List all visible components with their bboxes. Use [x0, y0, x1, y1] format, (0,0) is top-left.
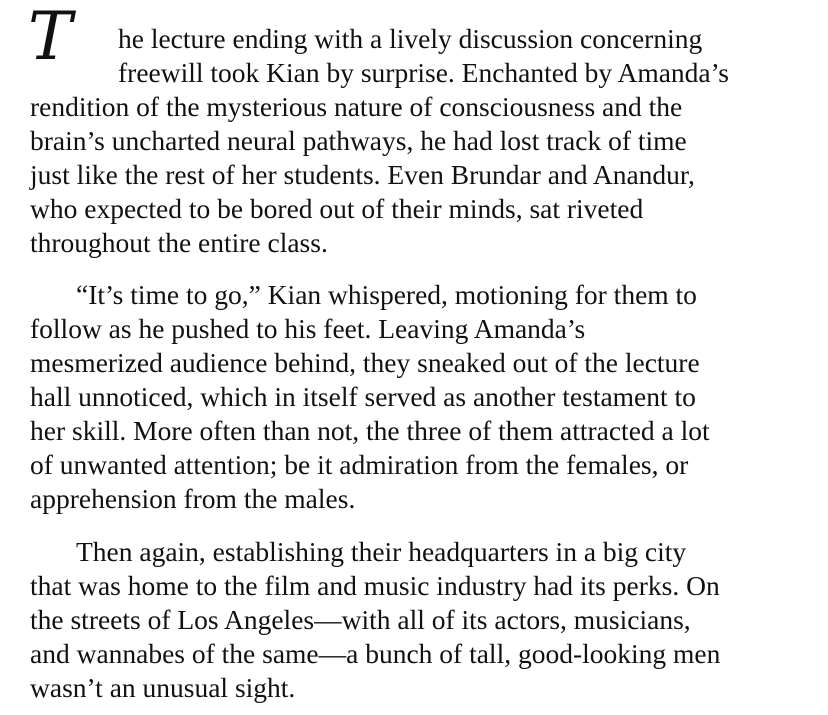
text-line: of unwanted attention; be it admiration from the females, or [30, 449, 689, 480]
text-line: rendition of the mysterious nature of consciousness and the [30, 91, 683, 122]
text-line: brain’s uncharted neural pathways, he had lost track of time [30, 125, 687, 156]
text-line: the streets of Los Angeles—with all of its actors, musicians, [30, 604, 691, 635]
text-line: who expected to be bored out of their minds, sat riveted [30, 193, 644, 224]
text-line: “It’s time to go,” Kian whispered, motioning for them to [76, 279, 697, 310]
text-line: and wannabes of the same—a bunch of tall, good-looking men [30, 638, 721, 669]
text-line: wasn’t an unusual sight. [30, 672, 296, 703]
text-line: apprehension from the males. [30, 483, 356, 514]
text-line: freewill took Kian by surprise. Enchanted by Amanda’s [118, 57, 729, 88]
text-line: hall unnoticed, which in itself served as another testament to [30, 381, 696, 412]
text-line: Then again, establishing their headquarters in a big city [76, 536, 687, 567]
text-line: that was home to the film and music industry had its perks. On [30, 570, 720, 601]
text-line: her skill. More often than not, the three of them attracted a lot [30, 415, 710, 446]
text-line: throughout the entire class. [30, 227, 328, 258]
drop-cap-letter: T [28, 0, 73, 75]
text-line: he lecture ending with a lively discussion concerning [118, 23, 703, 54]
text-line: mesmerized audience behind, they sneaked out of the lecture [30, 347, 700, 378]
text-line: just like the rest of her students. Even Brundar and Anandur, [30, 159, 695, 190]
text-line: follow as he pushed to his feet. Leaving Amanda’s [30, 313, 586, 344]
